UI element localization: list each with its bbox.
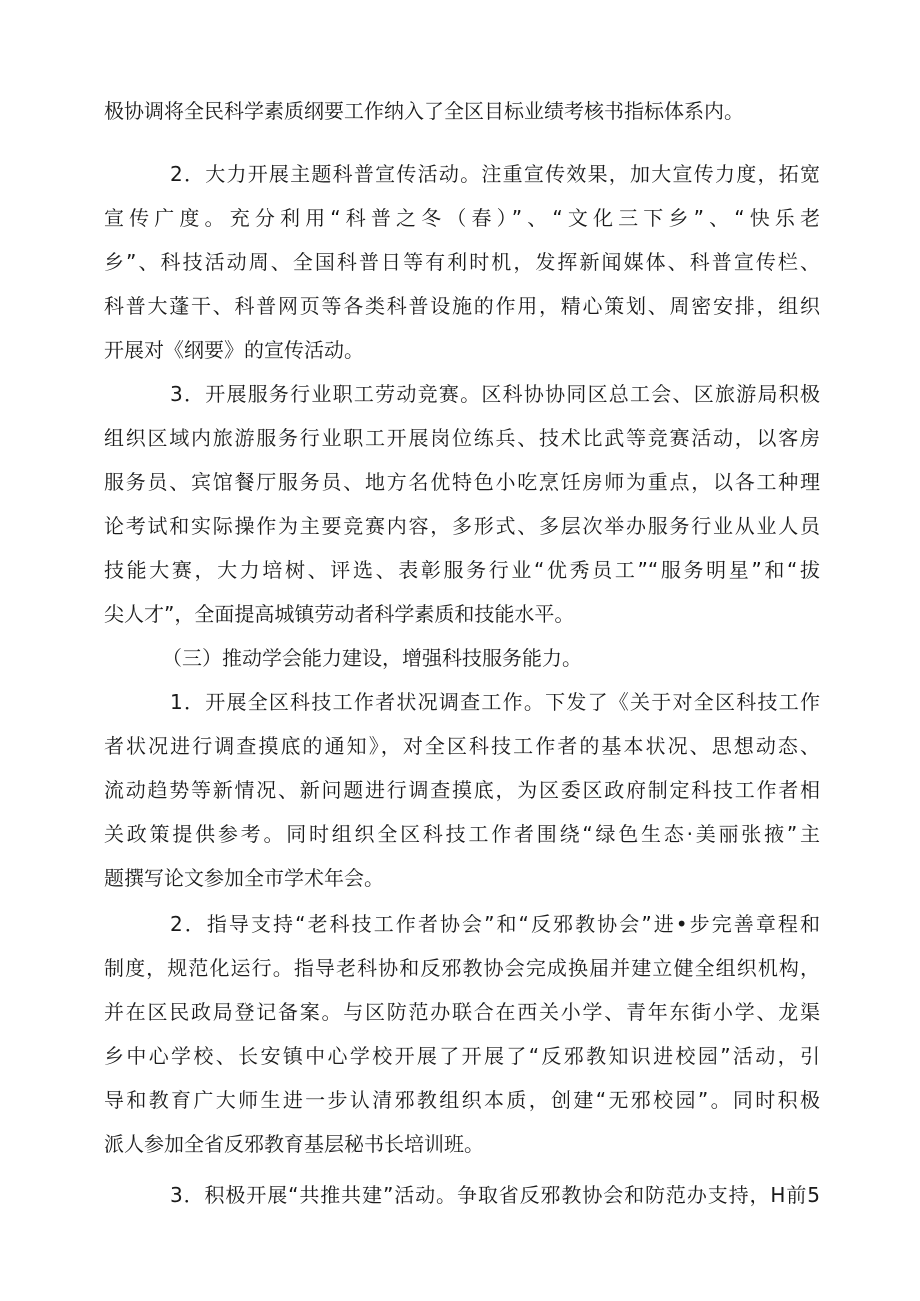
text-line: 1．开展全区科技工作者状况调查工作。下发了《关于对全区科技工作 xyxy=(170,690,820,714)
text-line: 乡中心学校、长安镇中心学校开展了开展了“反邪教知识进校园”活动，引 xyxy=(104,1044,820,1068)
text-line: 导和教育广大师生进一步认清邪教组织本质，创建“无邪校园”。同时积极 xyxy=(104,1088,820,1112)
text-line: 3．积极开展“共推共建”活动。争取省反邪教协会和防范办支持，H前5 xyxy=(170,1183,820,1207)
text-line: 论考试和实际操作为主要竞赛内容，多形式、多层次举办服务行业从业人员 xyxy=(104,514,820,538)
text-line: （三）推动学会能力建设，增强科技服务能力。 xyxy=(162,646,582,670)
text-line: 乡”、科技活动周、全国科普日等有利时机，发挥新闻媒体、科普宣传栏、 xyxy=(104,250,820,274)
text-line: 并在区民政局登记备案。与区防范办联合在西关小学、青年东街小学、龙渠 xyxy=(104,1000,820,1024)
text-line: 者状况进行调查摸底的通知》，对全区科技工作者的基本状况、思想动态、 xyxy=(104,734,820,758)
text-line: 制度，规范化运行。指导老科协和反邪教协会完成换届并建立健全组织机构， xyxy=(104,956,820,980)
text-line: 派人参加全省反邪教育基层秘书长培训班。 xyxy=(104,1132,484,1156)
text-line: 3．开展服务行业职工劳动竞赛。区科协协同区总工会、区旅游局积极 xyxy=(170,382,820,406)
text-line: 组织区域内旅游服务行业职工开展岗位练兵、技术比武等竞赛活动，以客房 xyxy=(104,426,820,450)
text-line: 开展对《纲要》的宣传活动。 xyxy=(104,338,364,362)
text-line: 关政策提供参考。同时组织全区科技工作者围绕“绿色生态·美丽张掖”主 xyxy=(104,822,820,846)
text-line: 服务员、宾馆餐厅服务员、地方名优特色小吃烹饪房师为重点，以各工种理 xyxy=(104,470,820,494)
text-line: 2．大力开展主题科普宣传活动。注重宣传效果，加大宣传力度，拓宽 xyxy=(170,162,820,186)
text-line: 流动趋势等新情况、新问题进行调查摸底，为区委区政府制定科技工作者相 xyxy=(104,778,820,802)
text-line: 极协调将全民科学素质纲要工作纳入了全区目标业绩考核书指标体系内。 xyxy=(104,99,744,123)
text-line: 尖人才”，全面提高城镇劳动者科学素质和技能水平。 xyxy=(104,602,575,626)
text-line: 2．指导支持“老科技工作者协会”和“反邪教协会”进•步完善章程和 xyxy=(170,912,820,936)
text-line: 技能大赛，大力培树、评选、表彰服务行业“优秀员工”“服务明星”和“拔 xyxy=(104,558,820,582)
text-line: 宣传广度。充分利用“科普之冬（春）”、“文化三下乡”、“快乐老 xyxy=(104,206,820,230)
text-line: 题撰写论文参加全市学术年会。 xyxy=(104,866,384,890)
text-line: 科普大蓬干、科普网页等各类科普设施的作用，精心策划、周密安排，组织 xyxy=(104,294,820,318)
